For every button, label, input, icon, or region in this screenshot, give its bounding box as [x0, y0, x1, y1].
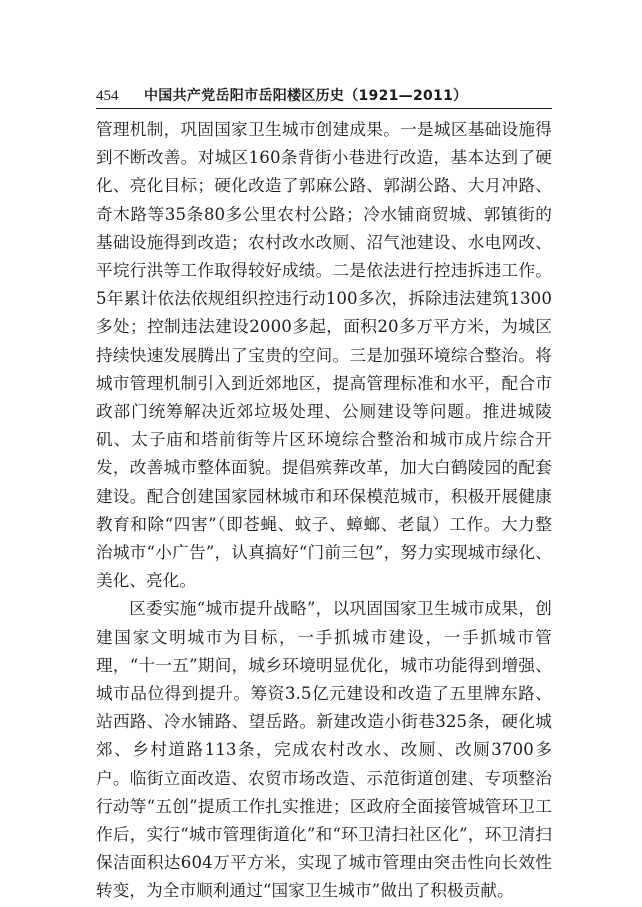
- page-header: [96, 84, 552, 106]
- paragraph-city-upgrade-strategy: 区委实施“城市提升战略”，以巩固国家卫生城市成果，创建国家文明城市为目标，一手抓城市建设，一手抓城市管理，“十一五”期间，城乡环境明显优化，城市功能得到增强、城市品位得到提升。筹资3.5亿元建设和改造了五里牌东路、站西路、冷水铺路、望岳路。新建改造小街巷325条，硬化城郊、乡村道路113条，完成农村改水、改厕、改厕3700多户。临街立面改造、农贸市场改造、示范街道创建、专项整治行动等“五创”提质工作扎实推进；区政府全面接管城管环卫工作后，实行“城市管理街道化”和“环卫清扫社区化”，环卫清扫保洁面积达604万平方米，实现了城市管理由突击性向长效性转变，为全市顺利通过“国家卫生城市”做出了积极贡献。: [96, 599, 552, 901]
- paragraph-continued: 管理机制，巩固国家卫生城市创建成果。一是城区基础设施得到不断改善。对城区160条背街小巷进行改造，基本达到了硬化、亮化目标；硬化改造了郭麻公路、郭湖公路、大月冲路、奇木路等35条80多公里农村公路；冷水铺商贸城、郭镇街的基础设施得到改造；农村改水改厕、沼气池建设、水电网改、平垸行洪等工作取得较好成绩。二是依法进行控违拆违工作。5年累计依法依规组织控违行动100多次，拆除违法建筑1300多处；控制违法建设2000多起，面积20多万平方米，为城区持续快速发展腾出了宝贵的空间。三是加强环境综合整治。将城市管理机制引入到近郊地区，提高管理标准和水平，配合市政部门统筹解决近郊垃圾处理、公厕建设等问题。推进城陵矶、太子庙和塔前街等片区环境综合整治和城市成片综合开发，改善城市整体面貌。提倡殡葬改革，加大白鹤陵园的配套建设。配合创建国家园林城市和环保模范城市，积极开展健康教育和除“四害”（即苍蝇、蚊子、蟑螂、老鼠）工作。大力整治城市“小广告”，认真搞好“门前三包”，努力实现城市绿化、美化、亮化。: [96, 120, 552, 591]
- header-rule: [96, 108, 552, 109]
- page-number: 454: [96, 88, 119, 104]
- body-text: [96, 116, 552, 906]
- running-title: 中国共产党岳阳市岳阳楼区历史（1921—2011）: [144, 88, 468, 104]
